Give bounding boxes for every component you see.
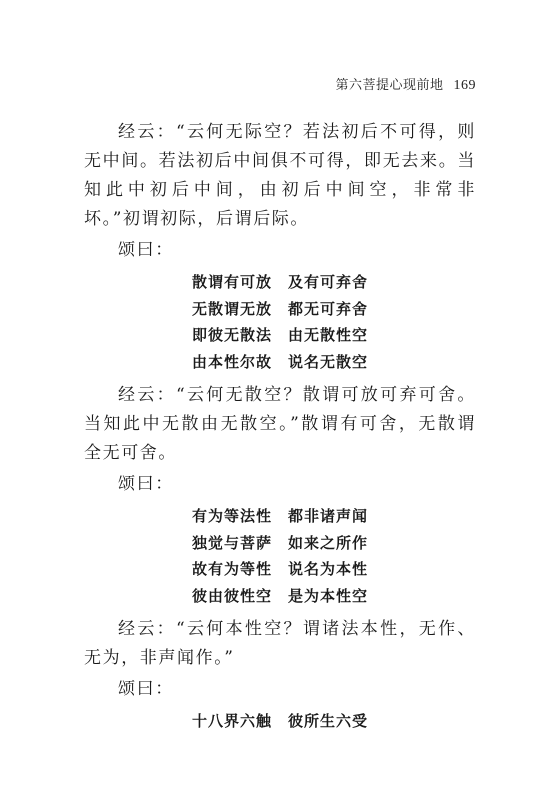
verse-line [192,322,476,349]
verse-half: 彼由彼性空 [192,586,273,605]
scripture-paragraph: 经云：“云何本性空？谓诸法本性，无作、无为，非声闻作。” [84,619,476,668]
verse-half: 及有可弃舍 [288,273,369,291]
page-body [84,118,476,741]
verse-half: 说名为本性 [288,560,369,578]
verse-line [192,530,476,557]
verse-half: 独觉与菩萨 [192,533,273,552]
verse-half: 是为本性空 [288,586,369,605]
verse-line [192,296,476,323]
verse-half: 散谓有可放 [192,273,273,291]
verse-half: 有为等法性 [192,507,273,525]
verse-line [192,708,476,735]
verse-half: 彼所生六受 [288,712,369,730]
verse-half: 由无散性空 [288,326,369,344]
verse-line [192,583,476,610]
verse-half: 十八界六触 [192,712,273,730]
verse-half: 都非诸声闻 [288,507,369,525]
running-header [335,74,476,94]
chapter-title: 第六菩提心现前地 [335,78,444,93]
verse-half: 即彼无散法 [192,326,273,344]
verse-half: 说名无散空 [288,352,369,371]
verse-line [192,556,476,583]
verse-label: 颂曰： [118,679,174,699]
verse [192,269,476,375]
scripture-paragraph: 经云：“云何无散空？散谓可放可弃可舍。当知此中无散由无散空。”散谓有可舍，无散谓全无可舍。 [84,385,476,463]
verse-half: 无散谓无放 [192,299,273,318]
verse [192,708,476,735]
verse-half: 由本性尔故 [192,352,273,371]
verse-half: 如来之所作 [288,533,369,552]
verse-line [192,269,476,296]
verse-line [192,503,476,530]
verse-label: 颂曰： [118,474,174,494]
verse-half: 都无可弃舍 [288,299,369,318]
verse-label: 颂曰： [118,240,174,260]
scripture-paragraph: 经云：“云何无际空？若法初后不可得，则无中间。若法初后中间俱不可得，即无去来。当知此中初后中间，由初后中间空，非常非坏。”初谓初际，后谓后际。 [84,122,476,229]
page-number: 169 [453,78,476,93]
verse-line [192,349,476,376]
verse [192,503,476,609]
verse-half: 故有为等性 [192,560,273,578]
